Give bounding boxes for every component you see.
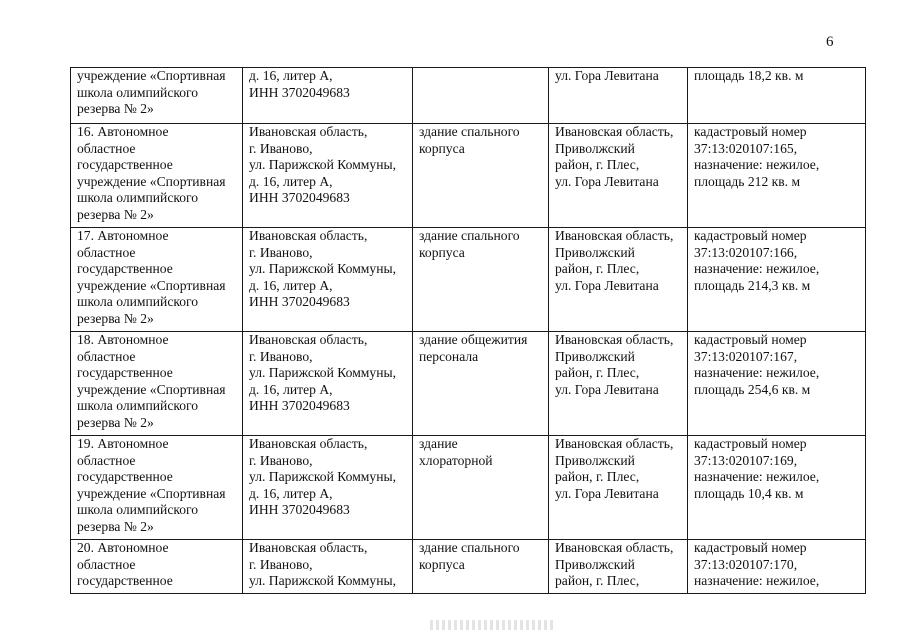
object-cell: здание хлораторной — [413, 436, 549, 540]
org-address-cell: Ивановская область, г. Иваново, ул. Парижской Коммуны, д. 16, литер А, ИНН 3702049683 — [243, 436, 413, 540]
property-table — [70, 67, 866, 594]
table-row — [71, 540, 866, 594]
table-row — [71, 436, 866, 540]
organization-cell: 18. Автономное областное государственное учреждение «Спортивная школа олимпийского резерва № 2» — [71, 332, 243, 436]
object-address-cell: Ивановская область, Приволжский район, г. Плес, ул. Гора Левитана — [549, 436, 688, 540]
table-row-continuation — [71, 68, 866, 124]
object-address-cell: Ивановская область, Приволжский район, г. Плес, — [549, 540, 688, 594]
org-address-cell: д. 16, литер А, ИНН 3702049683 — [243, 68, 413, 124]
description-cell: кадастровый номер 37:13:020107:170, назначение: нежилое, — [688, 540, 866, 594]
organization-cell: 20. Автономное областное государственное — [71, 540, 243, 594]
object-address-cell: Ивановская область, Приволжский район, г. Плес, ул. Гора Левитана — [549, 124, 688, 228]
faint-stamp-mark — [430, 620, 555, 630]
description-cell: кадастровый номер 37:13:020107:167, назначение: нежилое, площадь 254,6 кв. м — [688, 332, 866, 436]
object-cell: здание спального корпуса — [413, 228, 549, 332]
object-address-cell: ул. Гора Левитана — [549, 68, 688, 124]
table-row — [71, 124, 866, 228]
object-cell — [413, 68, 549, 124]
description-cell: кадастровый номер 37:13:020107:166, назначение: нежилое, площадь 214,3 кв. м — [688, 228, 866, 332]
org-address-cell: Ивановская область, г. Иваново, ул. Парижской Коммуны, д. 16, литер А, ИНН 3702049683 — [243, 124, 413, 228]
organization-cell: 19. Автономное областное государственное учреждение «Спортивная школа олимпийского резерва № 2» — [71, 436, 243, 540]
page-number: 6 — [826, 34, 834, 50]
object-address-cell: Ивановская область, Приволжский район, г. Плес, ул. Гора Левитана — [549, 332, 688, 436]
object-cell: здание спального корпуса — [413, 124, 549, 228]
org-address-cell: Ивановская область, г. Иваново, ул. Парижской Коммуны, д. 16, литер А, ИНН 3702049683 — [243, 228, 413, 332]
object-cell: здание общежития персонала — [413, 332, 549, 436]
organization-cell: учреждение «Спортивная школа олимпийского резерва № 2» — [71, 68, 243, 124]
object-cell: здание спального корпуса — [413, 540, 549, 594]
org-address-cell: Ивановская область, г. Иваново, ул. Парижской Коммуны, — [243, 540, 413, 594]
organization-cell: 17. Автономное областное государственное учреждение «Спортивная школа олимпийского резерва № 2» — [71, 228, 243, 332]
description-cell: кадастровый номер 37:13:020107:165, назначение: нежилое, площадь 212 кв. м — [688, 124, 866, 228]
description-cell: кадастровый номер 37:13:020107:169, назначение: нежилое, площадь 10,4 кв. м — [688, 436, 866, 540]
description-cell: площадь 18,2 кв. м — [688, 68, 866, 124]
object-address-cell: Ивановская область, Приволжский район, г. Плес, ул. Гора Левитана — [549, 228, 688, 332]
table-row — [71, 228, 866, 332]
org-address-cell: Ивановская область, г. Иваново, ул. Парижской Коммуны, д. 16, литер А, ИНН 3702049683 — [243, 332, 413, 436]
table-row — [71, 332, 866, 436]
organization-cell: 16. Автономное областное государственное учреждение «Спортивная школа олимпийского резерва № 2» — [71, 124, 243, 228]
